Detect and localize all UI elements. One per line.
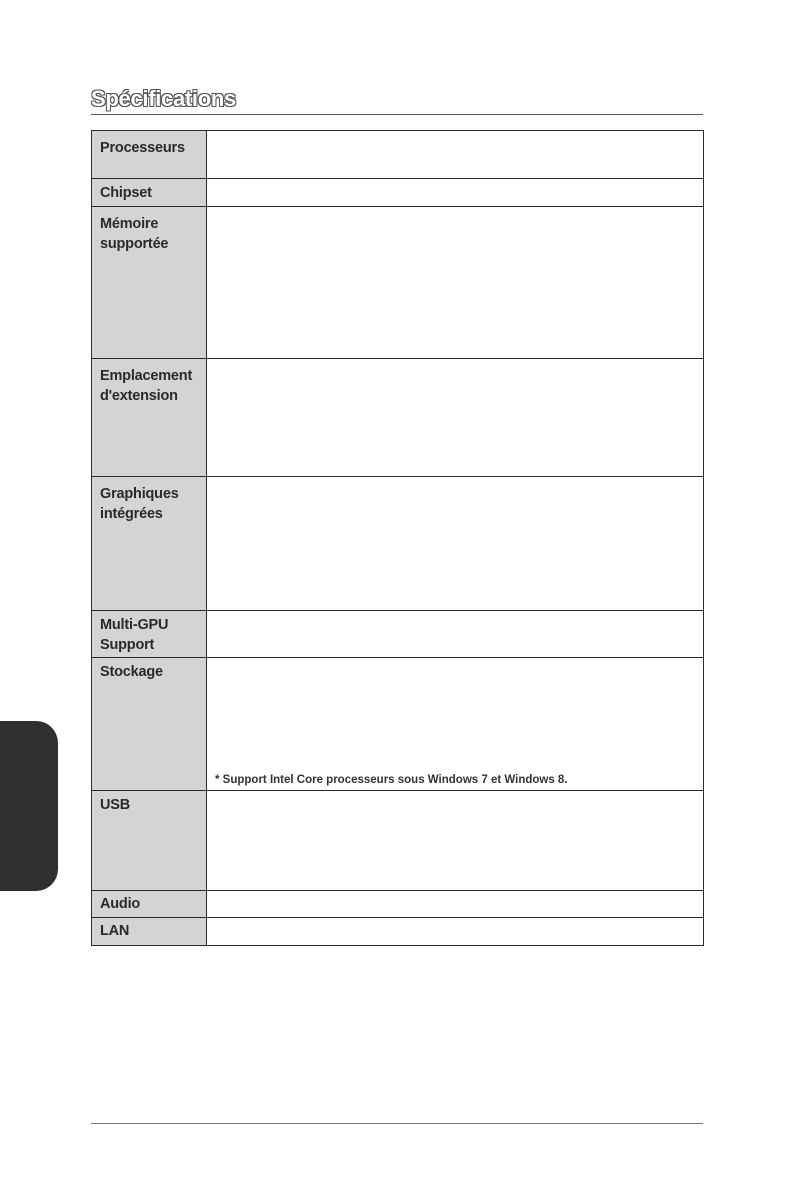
row-value-audio — [207, 891, 704, 918]
stockage-footnote: * Support Intel Core processeurs sous Windows 7 et Windows 8. — [215, 774, 568, 786]
row-value-stockage — [207, 658, 704, 791]
row-value-multigpu — [207, 611, 704, 658]
row-label-chipset: Chipset — [92, 179, 207, 207]
row-value-emplacement — [207, 359, 704, 477]
row-label-lan: LAN — [92, 918, 207, 946]
row-value-usb — [207, 791, 704, 891]
row-value-memoire — [207, 207, 704, 359]
row-label-multigpu: Multi-GPU Support — [92, 611, 207, 658]
spec-table — [91, 130, 704, 946]
table-row — [92, 131, 704, 179]
table-row — [92, 207, 704, 359]
table-row — [92, 918, 704, 946]
table-row — [92, 477, 704, 611]
row-value-chipset — [207, 179, 704, 207]
page-title: Spécifications — [91, 86, 236, 111]
row-label-emplacement: Emplacement d'extension — [92, 359, 207, 477]
row-value-lan — [207, 918, 704, 946]
footer-divider — [91, 1123, 703, 1124]
row-value-processeurs — [207, 131, 704, 179]
table-row — [92, 658, 704, 791]
table-row — [92, 891, 704, 918]
table-row — [92, 611, 704, 658]
row-label-processeurs: Processeurs — [92, 131, 207, 179]
table-row — [92, 359, 704, 477]
row-label-usb: USB — [92, 791, 207, 891]
row-label-stockage: Stockage — [92, 658, 207, 791]
row-label-audio: Audio — [92, 891, 207, 918]
title-divider — [91, 114, 703, 115]
row-value-graphiques — [207, 477, 704, 611]
row-label-graphiques: Graphiques intégrées — [92, 477, 207, 611]
chapter-side-tab — [0, 721, 58, 891]
row-label-memoire: Mémoire supportée — [92, 207, 207, 359]
table-row — [92, 179, 704, 207]
table-row — [92, 791, 704, 891]
